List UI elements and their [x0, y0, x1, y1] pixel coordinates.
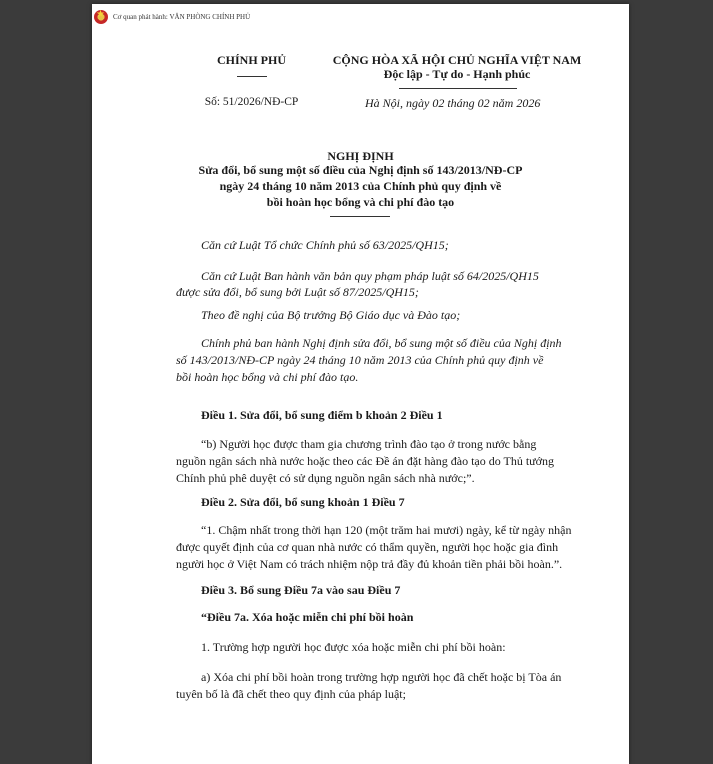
article-2-line: “1. Chậm nhất trong thời hạn 120 (một trăm hai mươi) ngày, kể từ ngày nhận: [201, 523, 572, 537]
article-7a-line: a) Xóa chi phí bồi hoàn trong trường hợp người học đã chết hoặc bị Tòa án: [201, 670, 562, 684]
article-7a-item: 1. Trường hợp người học được xóa hoặc miễn chi phí bồi hoàn:: [201, 640, 506, 654]
national-motto: Độc lập - Tự do - Hạnh phúc: [383, 67, 531, 81]
issuer-underline: [237, 76, 267, 77]
preamble-line: bồi hoàn học bổng và chi phí đào tạo.: [176, 370, 359, 384]
place-date: Hà Nội, ngày 02 tháng 02 năm 2026: [365, 96, 541, 110]
issuer-name: CHÍNH PHỦ: [217, 53, 286, 67]
title-line: ngày 24 tháng 10 năm 2013 của Chính phủ quy định về: [219, 179, 502, 193]
issuer-note-text: Cơ quan phát hành: VĂN PHÒNG CHÍNH PHỦ: [113, 13, 251, 21]
article-7a-heading: “Điều 7a. Xóa hoặc miễn chi phí bồi hoàn: [201, 610, 414, 624]
preamble-line: Chính phủ ban hành Nghị định sửa đổi, bổ sung một số điều của Nghị định: [201, 336, 562, 350]
title-line: Sửa đổi, bổ sung một số điều của Nghị định số 143/2013/NĐ-CP: [198, 163, 523, 177]
nation-name: CỘNG HÒA XÃ HỘI CHỦ NGHĨA VIỆT NAM: [332, 53, 582, 67]
article-7a-line: tuyên bố là đã chết theo quy định của pháp luật;: [176, 687, 406, 701]
preamble-line: Theo đề nghị của Bộ trưởng Bộ Giáo dục và Đào tạo;: [201, 308, 461, 322]
article-1-heading: Điều 1. Sửa đổi, bổ sung điểm b khoản 2 Điều 1: [201, 408, 443, 422]
title-line: bồi hoàn học bổng và chi phí đào tạo: [266, 195, 455, 209]
title-underline: [330, 216, 390, 217]
issuer-note: [92, 10, 250, 24]
national-emblem-icon: [94, 10, 108, 24]
article-3-heading: Điều 3. Bổ sung Điều 7a vào sau Điều 7: [201, 583, 401, 597]
article-1-line: Chính phủ phê duyệt có sử dụng nguồn ngân sách nhà nước;”.: [176, 471, 475, 485]
article-2-line: người học ở Việt Nam có trách nhiệm nộp trả đầy đủ khoản tiền phải bồi hoàn.”.: [176, 557, 563, 571]
preamble-line: số 143/2013/NĐ-CP ngày 24 tháng 10 năm 2013 của Chính phủ quy định về: [176, 353, 544, 367]
article-1-line: “b) Người học được tham gia chương trình đào tạo ở trong nước bằng: [201, 437, 537, 451]
preamble-line: Căn cứ Luật Tổ chức Chính phủ số 63/2025/QH15;: [201, 238, 449, 252]
article-1-line: nguồn ngân sách nhà nước hoặc theo các Đề án đặt hàng đào tạo do Thủ tướng: [176, 454, 555, 468]
preamble-line: được sửa đổi, bổ sung bởi Luật số 87/2025/QH15;: [176, 285, 419, 299]
motto-underline: [399, 88, 517, 89]
document-page: [92, 4, 629, 764]
document-number: Số: 51/2026/NĐ-CP: [204, 96, 299, 108]
document-type: NGHỊ ĐỊNH: [327, 149, 394, 163]
preamble-line: Căn cứ Luật Ban hành văn bản quy phạm pháp luật số 64/2025/QH15: [201, 269, 539, 283]
article-2-line: được quyết định của cơ quan nhà nước có thẩm quyền, người học hoặc gia đình: [176, 540, 559, 554]
article-2-heading: Điều 2. Sửa đổi, bổ sung khoản 1 Điều 7: [201, 495, 405, 509]
